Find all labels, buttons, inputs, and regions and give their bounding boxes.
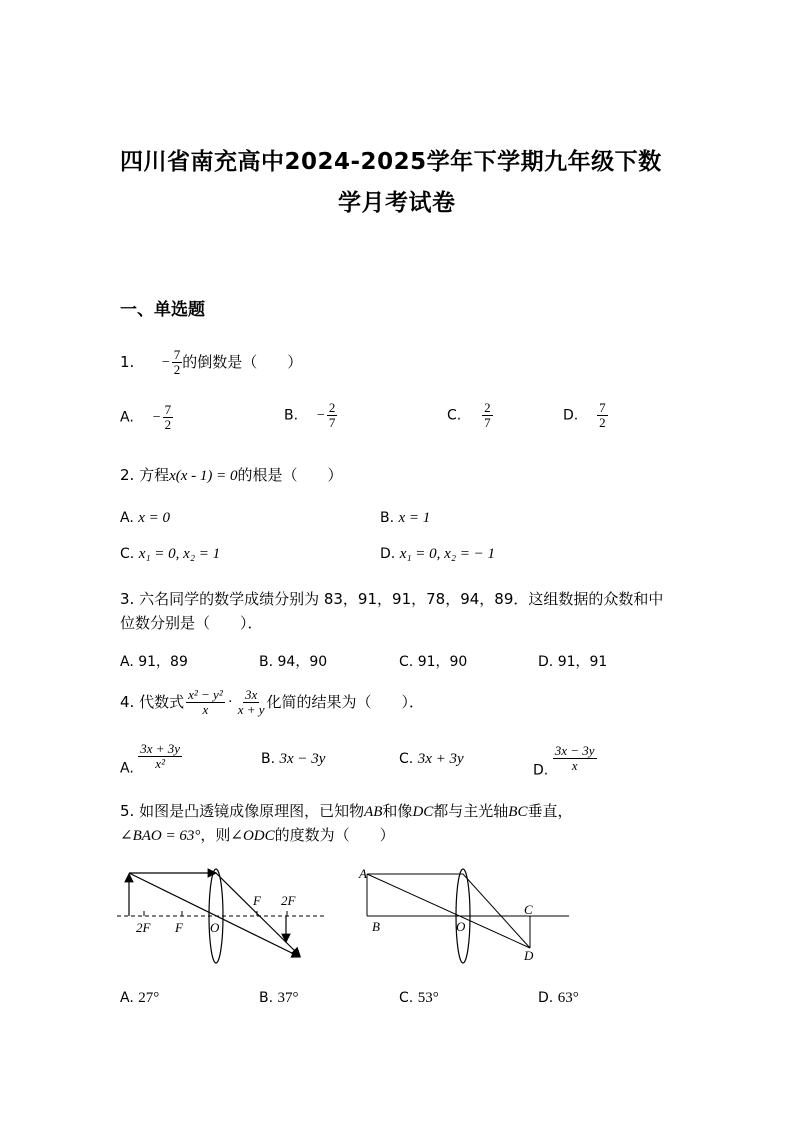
question-number: 4. xyxy=(120,693,135,711)
question-number: 1. xyxy=(120,353,135,371)
angle-bao: ∠BAO = 63° xyxy=(120,828,201,844)
option-text: 91，89 xyxy=(138,654,188,670)
denominator: 7 xyxy=(484,415,491,430)
denominator: x² xyxy=(155,756,165,771)
numerator: 2 xyxy=(484,400,491,415)
option-label: A. xyxy=(120,654,134,670)
text: ，则 xyxy=(200,826,231,844)
option-expression: 3x − 3y xyxy=(279,751,326,767)
lens-ray-diagram-1 xyxy=(115,860,330,970)
option-label: D. xyxy=(538,990,554,1006)
question-text-post: 化简的结果为（ ）． xyxy=(266,693,425,711)
ray-center xyxy=(129,873,300,957)
q4-option-c[interactable] xyxy=(399,751,464,768)
q3-option-a[interactable] xyxy=(120,651,188,671)
fraction xyxy=(327,401,338,430)
option-text: 27° xyxy=(138,990,160,1006)
fraction xyxy=(597,401,608,430)
option-label: B. xyxy=(261,751,276,767)
question-1 xyxy=(120,348,302,377)
question-text-pre: 方程 xyxy=(139,466,170,484)
angle-odc: ∠ODC xyxy=(230,828,275,844)
denominator: 2 xyxy=(173,362,181,377)
q2-option-d[interactable] xyxy=(380,546,495,563)
fraction-2 xyxy=(236,688,267,717)
q2-option-c[interactable] xyxy=(120,546,220,563)
denominator: 2 xyxy=(164,417,172,432)
option-label: D. xyxy=(380,546,396,562)
minus-sign: − xyxy=(152,409,161,425)
option-label: C. xyxy=(399,654,414,670)
numerator: 3x − 3y xyxy=(554,743,595,758)
label-o: O xyxy=(210,920,220,935)
page-title-line1: 四川省南充高中2024-2025学年下学期九年级下数 xyxy=(120,149,662,175)
fraction xyxy=(172,348,183,377)
option-label: D. xyxy=(563,407,579,424)
fraction xyxy=(482,401,493,430)
option-label: B. xyxy=(284,407,299,424)
label-d: D xyxy=(524,948,534,963)
numerator: 7 xyxy=(164,402,172,417)
q2-option-a[interactable] xyxy=(120,510,170,527)
q5-option-d[interactable] xyxy=(538,990,579,1007)
numerator: 3x xyxy=(244,687,258,702)
minus-sign: − xyxy=(161,354,170,370)
text: 都与主光轴 xyxy=(433,802,509,820)
segment-ab: AB xyxy=(364,804,383,820)
option-text: 63° xyxy=(557,990,579,1006)
label-2f-left: 2F xyxy=(136,920,151,935)
numerator: 7 xyxy=(173,347,181,362)
equation: x(x - 1) = 0 xyxy=(169,468,238,484)
option-label: A. xyxy=(120,409,134,426)
label-a: A xyxy=(359,866,367,881)
q4-option-a[interactable] xyxy=(120,742,182,777)
option-label: C. xyxy=(120,546,135,562)
section-heading-single-choice: 一、单选题 xyxy=(120,300,205,320)
q1-option-a[interactable] xyxy=(120,403,173,432)
option-expression: x = 0 xyxy=(138,510,171,526)
question-text: 的倒数是（ ） xyxy=(182,353,303,371)
q2-option-b[interactable] xyxy=(380,510,430,527)
option-label: B. xyxy=(259,654,274,670)
fraction xyxy=(138,742,182,771)
option-label: C. xyxy=(399,990,414,1006)
multiply-dot: · xyxy=(227,694,233,710)
numerator: 7 xyxy=(599,400,606,415)
q1-option-c[interactable] xyxy=(447,401,493,430)
q3-option-c[interactable] xyxy=(399,651,467,671)
option-expression: x₁ = 0, x₂ = 1 xyxy=(138,546,221,562)
option-label: B. xyxy=(259,990,274,1006)
question-5-line2 xyxy=(120,824,395,845)
fraction xyxy=(163,403,174,432)
question-number: 2. xyxy=(120,466,135,484)
option-expression: 3x + 3y xyxy=(417,751,464,767)
fraction-1 xyxy=(186,688,225,717)
denominator: x + y xyxy=(237,702,265,717)
denominator: x xyxy=(202,702,209,717)
option-text: 91，90 xyxy=(417,654,468,670)
q5-option-a[interactable] xyxy=(120,990,159,1007)
question-2 xyxy=(120,464,343,485)
ray-a-to-d xyxy=(367,874,530,948)
numerator: x² − y² xyxy=(188,687,223,702)
text: 和像 xyxy=(382,802,413,820)
q1-option-d[interactable] xyxy=(563,401,608,430)
ray-refracted xyxy=(463,874,530,948)
numerator: 3x + 3y xyxy=(140,741,181,756)
label-b: B xyxy=(372,919,380,934)
option-label: B. xyxy=(380,510,395,526)
question-4 xyxy=(120,688,424,717)
option-label: A. xyxy=(120,760,134,777)
option-expression: x₁ = 0, x₂ = − 1 xyxy=(399,546,496,562)
fraction xyxy=(553,744,597,773)
q4-option-b[interactable] xyxy=(261,751,325,768)
q1-option-b[interactable] xyxy=(284,401,337,430)
option-expression: x = 1 xyxy=(398,510,431,526)
option-text: 91，91 xyxy=(557,654,608,670)
text: 垂直， xyxy=(527,802,573,820)
option-label: A. xyxy=(120,510,134,526)
text: 的度数为（ ） xyxy=(274,826,395,844)
option-text: 53° xyxy=(417,990,439,1006)
lens-geometry-diagram-2 xyxy=(355,860,575,970)
option-label: A. xyxy=(120,990,134,1006)
label-o: O xyxy=(456,919,466,934)
q3-option-b[interactable] xyxy=(259,651,327,671)
q5-option-c[interactable] xyxy=(399,990,439,1007)
page-title-line2: 学月考试卷 xyxy=(338,190,456,216)
denominator: 7 xyxy=(328,415,336,430)
question-5-line1 xyxy=(120,800,572,821)
segment-bc: BC xyxy=(508,804,528,820)
question-3-line1: 3. 六名同学的数学成绩分别为 83，91，91，78，94，89．这组数据的众数和中 xyxy=(120,590,664,608)
label-2f-right: 2F xyxy=(281,893,296,908)
denominator: 2 xyxy=(599,415,606,430)
denominator: x xyxy=(571,758,578,773)
minus-sign: − xyxy=(316,407,325,423)
numerator: 2 xyxy=(328,400,336,415)
option-label: C. xyxy=(399,751,414,767)
option-label: D. xyxy=(538,654,554,670)
option-text: 37° xyxy=(277,990,299,1006)
option-label: D. xyxy=(533,762,549,779)
q3-option-d[interactable] xyxy=(538,651,607,671)
label-f-right: F xyxy=(253,893,261,908)
q4-option-d[interactable] xyxy=(533,744,597,779)
q5-option-b[interactable] xyxy=(259,990,299,1007)
question-3-line2: 位数分别是（ ）． xyxy=(120,614,263,632)
option-text: 94，90 xyxy=(277,654,328,670)
text: 5. 如图是凸透镜成像原理图，已知物 xyxy=(120,802,365,820)
question-text-post: 的根是（ ） xyxy=(237,466,343,484)
option-label: C. xyxy=(447,407,462,424)
segment-dc: DC xyxy=(412,804,434,820)
label-f-left: F xyxy=(175,920,183,935)
question-text-pre: 代数式 xyxy=(139,693,185,711)
label-c: C xyxy=(524,902,533,917)
